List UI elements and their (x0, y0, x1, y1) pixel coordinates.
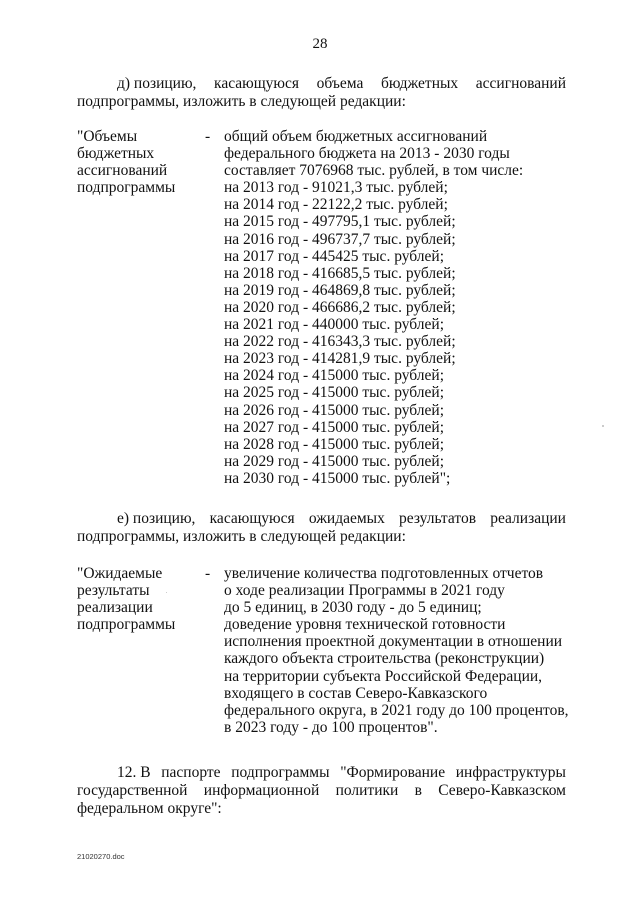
results-text (224, 565, 569, 736)
results-line: входящего в состав Северо-Кавказского (224, 684, 488, 702)
budget-line: на 2029 год - 415000 тыс. рублей; (224, 452, 444, 470)
budget-line: на 2026 год - 415000 тыс. рублей; (224, 401, 444, 419)
results-line: исполнения проектной документации в отношении (224, 633, 563, 651)
paragraph-12 (77, 764, 566, 818)
results-label: "Ожидаемые результаты реализации подпрограммы (77, 565, 176, 634)
paragraph-12-line-1: 12. В паспорте подпрограммы "Формирование инфраструктуры (117, 764, 566, 781)
budget-line: федерального бюджета на 2013 - 2030 годы (224, 145, 510, 163)
budget-text (224, 128, 523, 487)
budget-line: общий объем бюджетных ассигнований (224, 128, 488, 145)
budget-label: "Объемы бюджетных ассигнований подпрограммы (77, 128, 176, 197)
results-line: увеличение количества подготовленных отчетов (224, 565, 544, 582)
results-line: каждого объекта строительства (реконструкции) (224, 650, 545, 668)
budget-line: на 2030 год - 415000 тыс. рублей"; (224, 469, 451, 487)
results-dash: - (205, 565, 211, 582)
budget-line: на 2013 год - 91021,3 тыс. рублей; (224, 179, 448, 197)
footer-filename: 21020270.doc (77, 852, 125, 861)
budget-line: на 2014 год - 22122,2 тыс. рублей; (224, 196, 448, 214)
budget-line: на 2016 год - 496737,7 тыс. рублей; (224, 230, 456, 248)
results-line: до 5 единиц, в 2030 году - до 5 единиц; (224, 599, 482, 617)
paragraph-e-line-1: е) позицию, касающуюся ожидаемых результатов реализации (117, 510, 566, 527)
paragraph-e-line-2: подпрограммы, изложить в следующей редакции: (77, 528, 406, 545)
budget-line: на 2017 год - 445425 тыс. рублей; (224, 247, 444, 265)
budget-line: составляет 7076968 тыс. рублей, в том числе: (224, 162, 524, 180)
paragraph-12-line-2: государственной информационной политики в Северо-Кавказском (77, 782, 566, 799)
results-line: на территории субъекта Российской Федерации, (224, 667, 543, 685)
paragraph-12-line-3: федеральном округе": (77, 800, 222, 817)
budget-line: на 2028 год - 415000 тыс. рублей; (224, 435, 444, 453)
budget-line: на 2025 год - 415000 тыс. рублей; (224, 384, 444, 402)
budget-line: на 2024 год - 415000 тыс. рублей; (224, 367, 444, 385)
paragraph-d (77, 75, 566, 111)
paragraph-e (77, 510, 566, 546)
scan-speck (166, 592, 167, 593)
budget-dash: - (205, 128, 211, 145)
budget-line: на 2018 год - 416685,5 тыс. рублей; (224, 264, 456, 282)
budget-line: на 2021 год - 440000 тыс. рублей; (224, 316, 444, 334)
results-line: в 2023 году - до 100 процентов". (224, 718, 438, 736)
budget-line: на 2023 год - 414281,9 тыс. рублей; (224, 350, 456, 368)
paragraph-d-line-1: д) позицию, касающуюся объема бюджетных ассигнований (117, 75, 566, 92)
budget-line: на 2020 год - 466686,2 тыс. рублей; (224, 298, 456, 316)
budget-line: на 2027 год - 415000 тыс. рублей; (224, 418, 444, 436)
results-line: федерального округа, в 2021 году до 100 процентов, (224, 701, 569, 719)
page-number: 28 (312, 36, 328, 52)
budget-line: на 2019 год - 464869,8 тыс. рублей; (224, 281, 456, 299)
scan-speck (602, 425, 604, 427)
results-line: о ходе реализации Программы в 2021 году (224, 582, 505, 600)
budget-line: на 2015 год - 497795,1 тыс. рублей; (224, 213, 456, 231)
paragraph-d-line-2: подпрограммы, изложить в следующей редакции: (77, 93, 406, 110)
results-line: доведение уровня технической готовности (224, 616, 506, 634)
budget-line: на 2022 год - 416343,3 тыс. рублей; (224, 333, 456, 351)
